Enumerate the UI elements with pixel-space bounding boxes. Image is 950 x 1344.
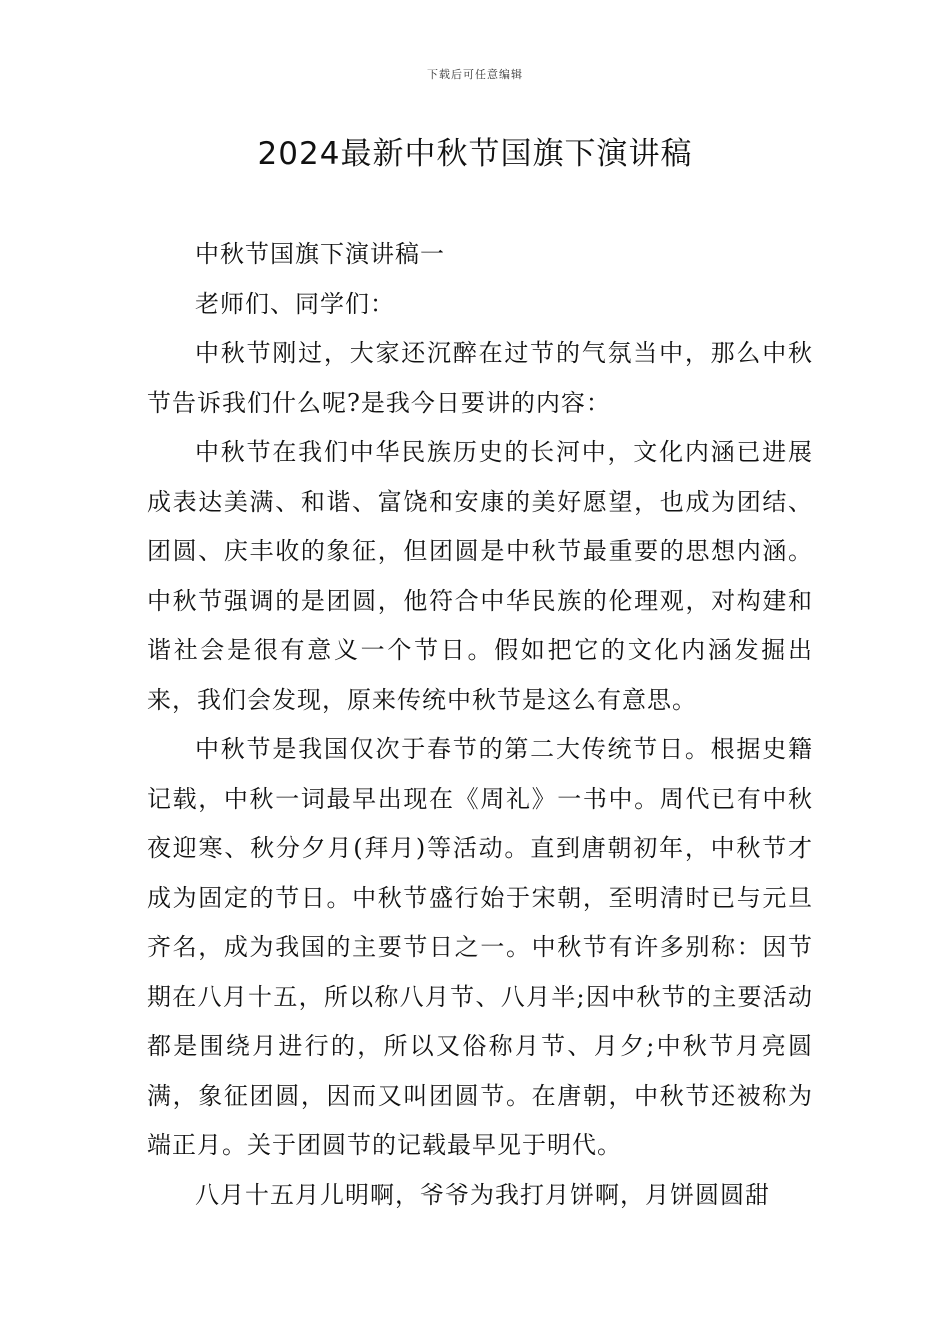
paragraph-subtitle: 中秋节国旗下演讲稿一 (195, 240, 445, 268)
paragraph-cultural-meaning: 中秋节在我们中华民族历史的长河中，文化内涵已进展成表达美满、和谐、富饶和安康的美好愿望，也成为团结、团圆、庆丰收的象征，但团圆是中秋节最重要的思想内涵。中秋节强调的是团圆，他符合中华民族的伦理观，对构建和谐社会是很有意义一个节日。假如把它的文化内涵发掘出来，我们会发现，原来传统中秋节是这么有意思。 (147, 438, 813, 714)
header-note: 下载后可任意编辑 (427, 68, 523, 81)
paragraph-salutation: 老师们、同学们： (195, 289, 395, 318)
document-title: 2024最新中秋节国旗下演讲稿 (257, 136, 693, 172)
paragraph-intro: 中秋节刚过，大家还沉醉在过节的气氛当中，那么中秋节告诉我们什么呢?是我今日要讲的内容： (147, 339, 813, 417)
paragraph-song: 八月十五月儿明啊，爷爷为我打月饼啊，月饼圆圆甜 (195, 1180, 770, 1209)
document-body (147, 230, 813, 1220)
paragraph-history: 中秋节是我国仅次于春节的第二大传统节日。根据史籍记载，中秋一词最早出现在《周礼》一书中。周代已有中秋夜迎寒、秋分夕月(拜月)等活动。直到唐朝初年，中秋节才成为固定的节日。中秋节盛行始于宋朝，至明清时已与元旦齐名，成为我国的主要节日之一。中秋节有许多别称：因节期在八月十五，所以称八月节、八月半;因中秋节的主要活动都是围绕月进行的，所以又俗称月节、月夕;中秋节月亮圆满，象征团圆，因而又叫团圆节。在唐朝，中秋节还被称为端正月。关于团圆节的记载最早见于明代。 (147, 735, 813, 1159)
